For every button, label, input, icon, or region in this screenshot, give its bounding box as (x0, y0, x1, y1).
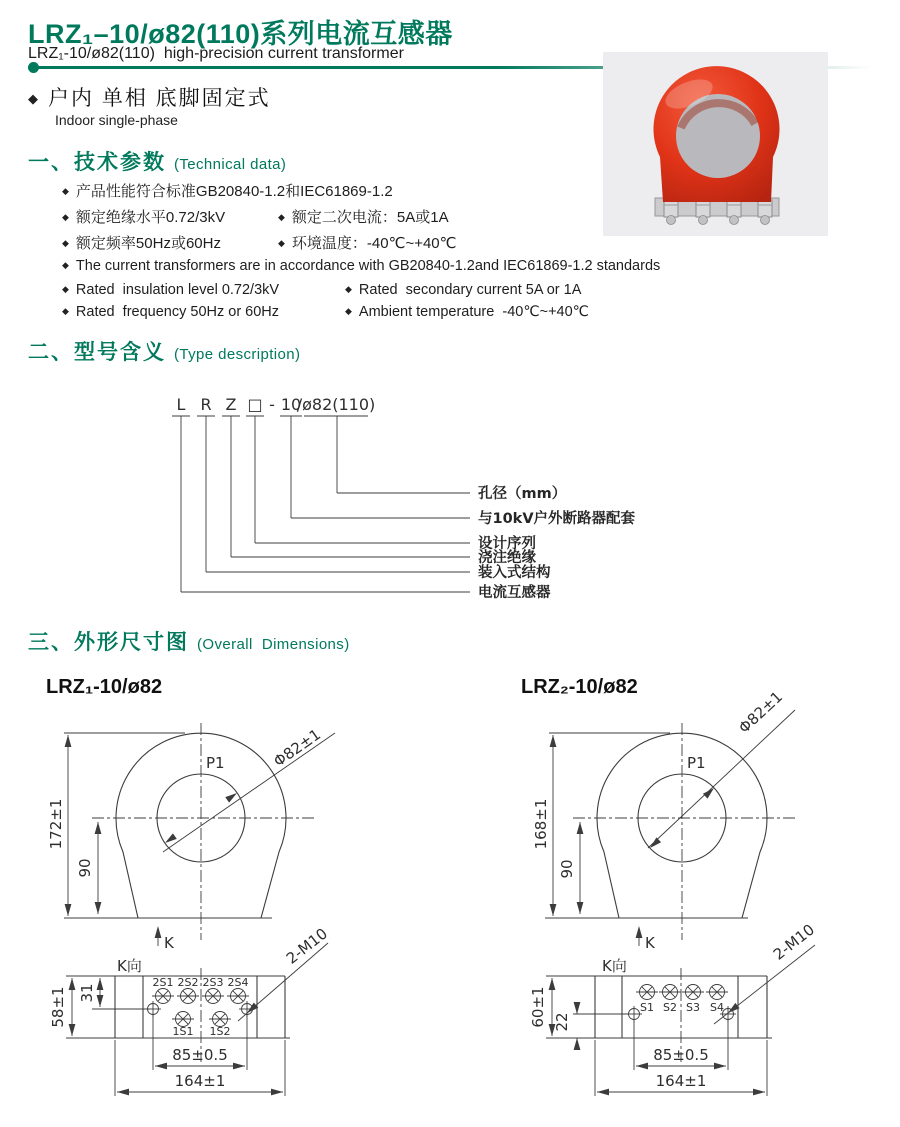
page-title: LRZ₁–10/ø82(110)系列电流互感器 (28, 19, 453, 49)
thread-label: 2-M10 (769, 920, 818, 964)
terminal-label: 1S1 (172, 1025, 194, 1038)
tech-row-5 (62, 282, 582, 298)
dim-hole-offset: 22 (553, 1012, 571, 1032)
k-view-label: K向 (602, 957, 627, 975)
section-3-heading (28, 626, 350, 656)
dim-length: 164±1 (174, 1072, 226, 1090)
code-letter: □ (247, 395, 263, 414)
bullet-icon: ◆ (62, 284, 69, 294)
code-label: 浇注绝缘 (478, 550, 536, 566)
header-rule-dot (28, 62, 39, 73)
dim-height: 172±1 (47, 798, 65, 850)
terminals-row (636, 985, 728, 1015)
terminals-top-row (152, 976, 249, 1004)
bullet-icon: ◆ (62, 306, 69, 316)
thread-label: 2-M10 (282, 924, 331, 968)
type-code-labels (478, 484, 636, 601)
tech-item: ◆ Ambient temperature -40℃~+40℃ (345, 304, 589, 320)
dim-height: 168±1 (532, 798, 550, 850)
terminal-p1-label: P1 (206, 754, 225, 772)
page-subtitle: LRZ₁-10/ø82(110) high-precision current transformer (28, 45, 404, 62)
tech-item: Rated frequency 50Hz or 60Hz (75, 304, 280, 320)
section-2-heading (28, 336, 300, 366)
drawing-title-left: LRZ₁-10/ø82 (46, 676, 163, 698)
tech-item: 产品性能符合标准GB20840-1.2和IEC61869-1.2 (75, 183, 393, 200)
section-1-en: (Technical data) (174, 156, 287, 173)
tech-item: ◆ Rated secondary current 5A or 1A (345, 282, 582, 298)
dimension-drawings (0, 660, 900, 1127)
type-code-lines (172, 416, 470, 592)
terminal-label: 1S2 (209, 1025, 231, 1038)
terminal-label: S3 (686, 1001, 700, 1014)
dim-depth: 60±1 (529, 986, 547, 1028)
bullet-icon: ◆ (278, 238, 285, 248)
dim-hole-span: 85±0.5 (172, 1046, 228, 1064)
k-view-right (529, 920, 818, 1096)
product-photo (603, 52, 828, 236)
section-3-en: (Overall Dimensions) (197, 636, 350, 653)
code-label: 孔径（mm） (478, 486, 567, 502)
transformer-photo-art (603, 52, 828, 236)
type-code-letters (177, 395, 376, 414)
type-code-diagram (0, 390, 900, 615)
dim-hole-offset: 31 (78, 983, 96, 1003)
bullet-icon: ◆ (345, 284, 352, 294)
bullet-icon: ◆ (62, 260, 69, 270)
bullet-icon: ◆ (62, 212, 69, 222)
bullet-icon: ◆ (62, 186, 69, 196)
code-letter: - (269, 395, 275, 414)
tech-item: 额定绝缘水平0.72/3kV (75, 209, 226, 226)
dim-inner: 90 (558, 859, 576, 879)
terminal-label: S4 (710, 1001, 724, 1014)
k-direction-label: K (645, 934, 655, 952)
terminals-bottom-row (172, 1012, 231, 1039)
bullet-icon: ◆ (62, 238, 69, 248)
dim-diameter: Φ82±1 (270, 725, 325, 771)
feature-en: Indoor single-phase (55, 112, 178, 128)
front-view-right (532, 688, 798, 952)
tech-item: ◆ 环境温度：-40℃~+40℃ (278, 235, 457, 252)
section-1-heading (28, 146, 286, 176)
tech-row-2 (62, 206, 449, 227)
section-3-zh: 三、外形尺寸图 (28, 631, 189, 654)
transformer-body (654, 66, 780, 202)
section-2-zh: 二、型号含义 (28, 341, 166, 364)
front-view-left (47, 723, 335, 952)
code-letter: 10 (280, 395, 302, 414)
code-label: 与10kV户外断路器配套 (478, 511, 636, 527)
code-letter: /ø82(110) (296, 395, 376, 414)
tech-row-6 (62, 304, 589, 320)
k-view-label: K向 (117, 957, 142, 975)
dim-inner: 90 (76, 858, 94, 878)
dim-depth: 58±1 (49, 986, 67, 1028)
code-letter: R (200, 395, 212, 414)
code-label: 装入式结构 (478, 565, 551, 581)
tech-row-3 (62, 232, 457, 253)
terminal-label: S2 (663, 1001, 677, 1014)
terminal-p1-label: P1 (687, 754, 706, 772)
code-letter: L (176, 395, 186, 414)
terminal-label: 2S2 (177, 976, 199, 989)
tech-item: 额定频率50Hz或60Hz (75, 235, 221, 252)
terminal-label: 2S4 (227, 976, 249, 989)
code-label: 设计序列 (478, 536, 536, 552)
diamond-bullet-icon: ◆ (28, 91, 38, 106)
bullet-icon: ◆ (345, 306, 352, 316)
k-direction-label: K (164, 934, 174, 952)
drawing-title-right: LRZ₂-10/ø82 (521, 676, 638, 698)
tech-row-4 (62, 258, 660, 274)
code-label: 电流互感器 (478, 585, 551, 601)
terminal-label: 2S1 (152, 976, 174, 989)
dim-diameter: Φ82±1 (735, 687, 787, 738)
tech-item: The current transformers are in accordance with GB20840-1.2and IEC61869-1.2 standards (75, 258, 661, 274)
tech-item: ◆ 额定二次电流：5A或1A (278, 209, 449, 226)
feature-zh: 户内 单相 底脚固定式 (48, 87, 271, 110)
k-view-left (49, 924, 331, 1096)
terminal-label: 2S3 (202, 976, 224, 989)
section-2-en: (Type description) (174, 346, 301, 363)
tech-row-1 (62, 180, 393, 201)
bullet-icon: ◆ (278, 212, 285, 222)
dim-length: 164±1 (655, 1072, 707, 1090)
tech-item: Rated insulation level 0.72/3kV (75, 282, 280, 298)
terminal-label: S1 (640, 1001, 654, 1014)
feature-line (28, 82, 271, 112)
dim-hole-span: 85±0.5 (653, 1046, 709, 1064)
code-letter: Z (225, 395, 237, 414)
section-1-zh: 一、技术参数 (28, 151, 166, 174)
